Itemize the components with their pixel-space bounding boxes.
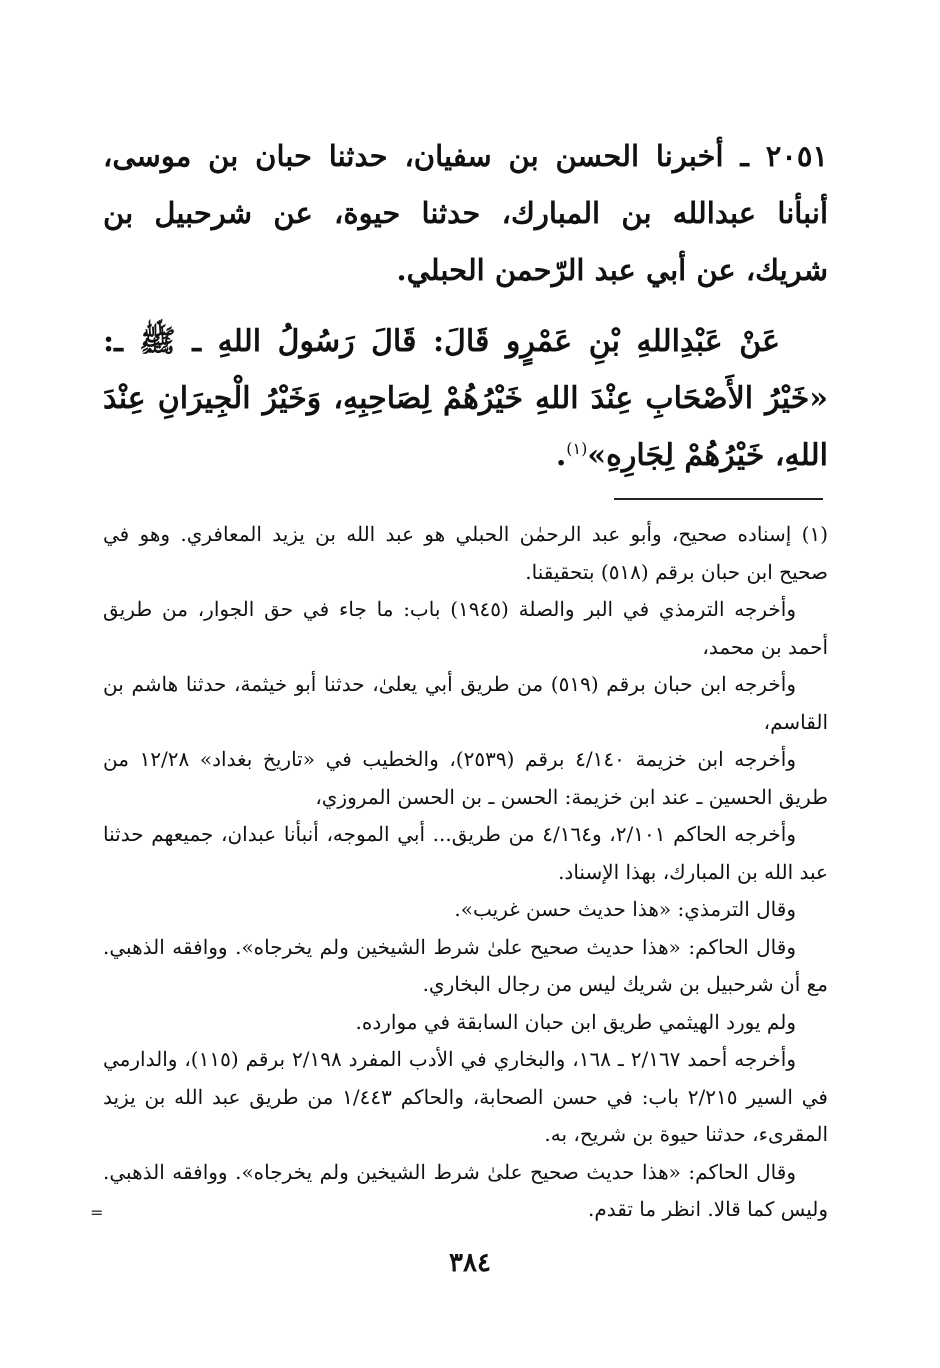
main-text-block [103,128,828,484]
footnote-paragraph: وأخرجه الحاكم ٢/١٠١، و٤/١٦٤ من طريق... أبي الموجه، أنبأنا عبدان، جميعهم حدثنا عبد الله بن المبارك، بهذا الإسناد. [103,822,828,884]
footnotes-block [103,516,828,1229]
footnote-paragraph: ولم يورد الهيثمي طريق ابن حبان السابقة في موارده. [355,1009,796,1034]
footnote-paragraph: وقال الحاكم: «هذا حديث صحيح علىٰ شرط الشيخين ولم يخرجاه». ووافقه الذهبي. وليس كما قالا. انظر ما تقدم. [103,1159,828,1221]
hadith-text: عَنْ عَبْدِاللهِ بْنِ عَمْرٍو قَالَ: قَالَ رَسُولُ اللهِ ـ ﷺ ـ: «خَيْرُ الأَصْحَابِ عِنْدَ اللهِ خَيْرُهُمْ لِصَاحِبِهِ، وَخَيْرُ الْجِيرَانِ عِنْدَ اللهِ، خَيْرُهُمْ لِجَارِهِ» [103,324,828,473]
isnad-paragraph: ٢٠٥١ ـ أخبرنا الحسن بن سفيان، حدثنا حبان بن موسى، أنبأنا عبدالله بن المبارك، حدثنا حيوة، عن شرحبيل بن شريك، عن أبي عبد الرّحمن الحبلي. [103,139,828,287]
hadith-paragraph [103,313,828,484]
footnote-paragraph: وأخرجه ابن حبان برقم (٥١٩) من طريق أبي يعلىٰ، حدثنا أبو خيثمة، حدثنا هاشم بن القاسم، [103,672,828,734]
footnote-paragraph: وأخرجه ابن خزيمة ٤/١٤٠ برقم (٢٥٣٩)، والخطيب في «تاريخ بغداد» ١٢/٢٨ من طريق الحسين ـ عند ابن خزيمة: الحسن ـ بن الحسن المروزي، [103,747,828,809]
page-number: ٣٨٤ [449,1248,491,1278]
hadith-end: . [555,438,567,473]
footnote-paragraph: (١) إسناده صحيح، وأبو عبد الرحمٰن الحبلي هو عبد الله بن يزيد المعافري. وهو في صحيح ابن حبان برقم (٥١٨) بتحقيقنا. [103,522,828,584]
footnote-separator [614,498,823,500]
footnote-paragraph: وأخرجه الترمذي في البر والصلة (١٩٤٥) باب: ما جاء في حق الجوار، من طريق أحمد بن محمد، [103,597,828,659]
footnote-reference: (١) [566,439,588,458]
footnote-paragraph: وقال الحاكم: «هذا حديث صحيح علىٰ شرط الشيخين ولم يخرجاه». ووافقه الذهبي. مع أن شرحبيل بن شريك ليس من رجال البخاري. [103,934,828,996]
footnote-paragraph: وأخرجه أحمد ٢/١٦٧ ـ ١٦٨، والبخاري في الأدب المفرد ٢/١٩٨ برقم (١١٥)، والدارمي في السير ٢/٢١٥ باب: في حسن الصحابة، والحاكم ١/٤٤٣ من طريق عبد الله بن يزيد المقرىء، حدثنا حيوة بن شريح، به. [103,1047,828,1146]
footnote-paragraph: وقال الترمذي: «هذا حديث حسن غريب». [454,897,796,921]
continuation-mark: = [90,1203,104,1222]
